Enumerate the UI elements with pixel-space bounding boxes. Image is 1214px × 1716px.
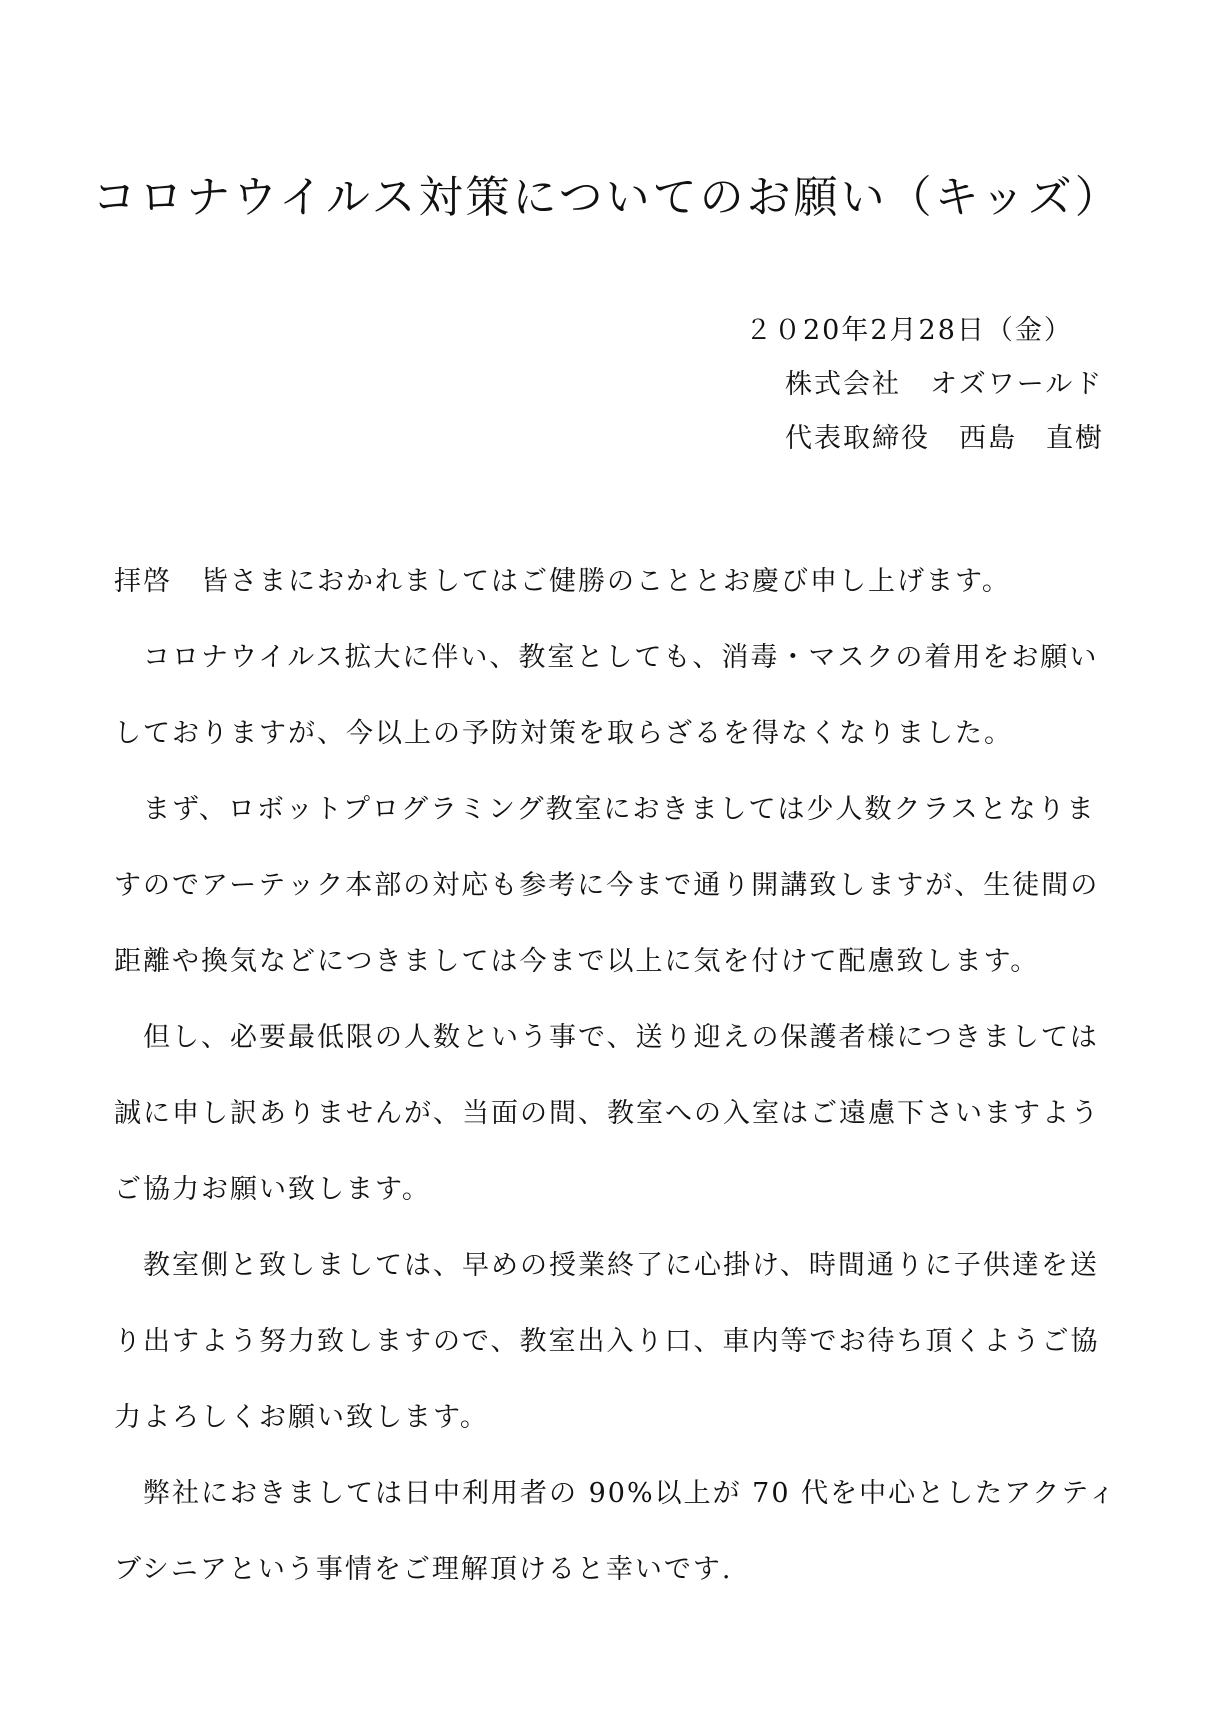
body-line: すのでアーテック本部の対応も参考に今まで通り開講致しますが、生徒間の (114, 870, 1100, 901)
page-title: コロナウイルス対策についてのお願い（キッズ） (92, 172, 1122, 223)
company-name: 株式会社 オズワールド (785, 369, 1104, 400)
representative-name: 代表取締役 西島 直樹 (785, 423, 1104, 454)
body-line: 教室側と致しましては、早めの授業終了に心掛け、時間通りに子供達を送 (114, 1250, 1099, 1281)
body-line: コロナウイルス拡大に伴い、教室としても、消毒・マスクの着用をお願い (114, 642, 1099, 673)
paragraph-2 (114, 772, 1104, 1000)
paragraph-4 (114, 1228, 1104, 1456)
body-line: ご協力お願い致します。 (114, 1174, 431, 1205)
paragraph-3 (114, 1000, 1104, 1228)
sender-block (745, 304, 1104, 466)
body-line: り出すよう努力致しますので、教室出入り口、車内等でお待ち頂くようご協 (114, 1326, 1100, 1357)
body-line: 但し、必要最低限の人数という事で、送り迎えの保護者様につきましては (114, 1022, 1099, 1053)
body-line: 距離や換気などにつきましては今まで以上に気を付けて配慮致します。 (114, 946, 1040, 977)
paragraph-1 (114, 620, 1104, 772)
body-line: ブシニアという事情をご理解頂けると幸いです. (114, 1554, 733, 1585)
body-line: 誠に申し訳ありませんが、当面の間、教室への入室はご遠慮下さいますよう (114, 1098, 1100, 1129)
body-line: まず、ロボットプログラミング教室におきましては少人数クラスとなりま (114, 794, 1096, 825)
body-line: 力よろしくお願い致します。 (114, 1402, 489, 1433)
greeting-paragraph (114, 544, 1104, 620)
issue-date: ２０20年2月28日（金） (745, 315, 1073, 346)
body-line: 拝啓 皆さまにおかれましてはご健勝のこととお慶び申し上げます。 (114, 566, 1011, 597)
body-line: しておりますが、今以上の予防対策を取らざるを得なくなりました。 (114, 718, 1013, 749)
body-line: 弊社におきましては日中利用者の 90%以上が 70 代を中心としたアクティ (114, 1478, 1118, 1509)
paragraph-5 (114, 1456, 1118, 1608)
letter-body (114, 544, 1118, 1608)
